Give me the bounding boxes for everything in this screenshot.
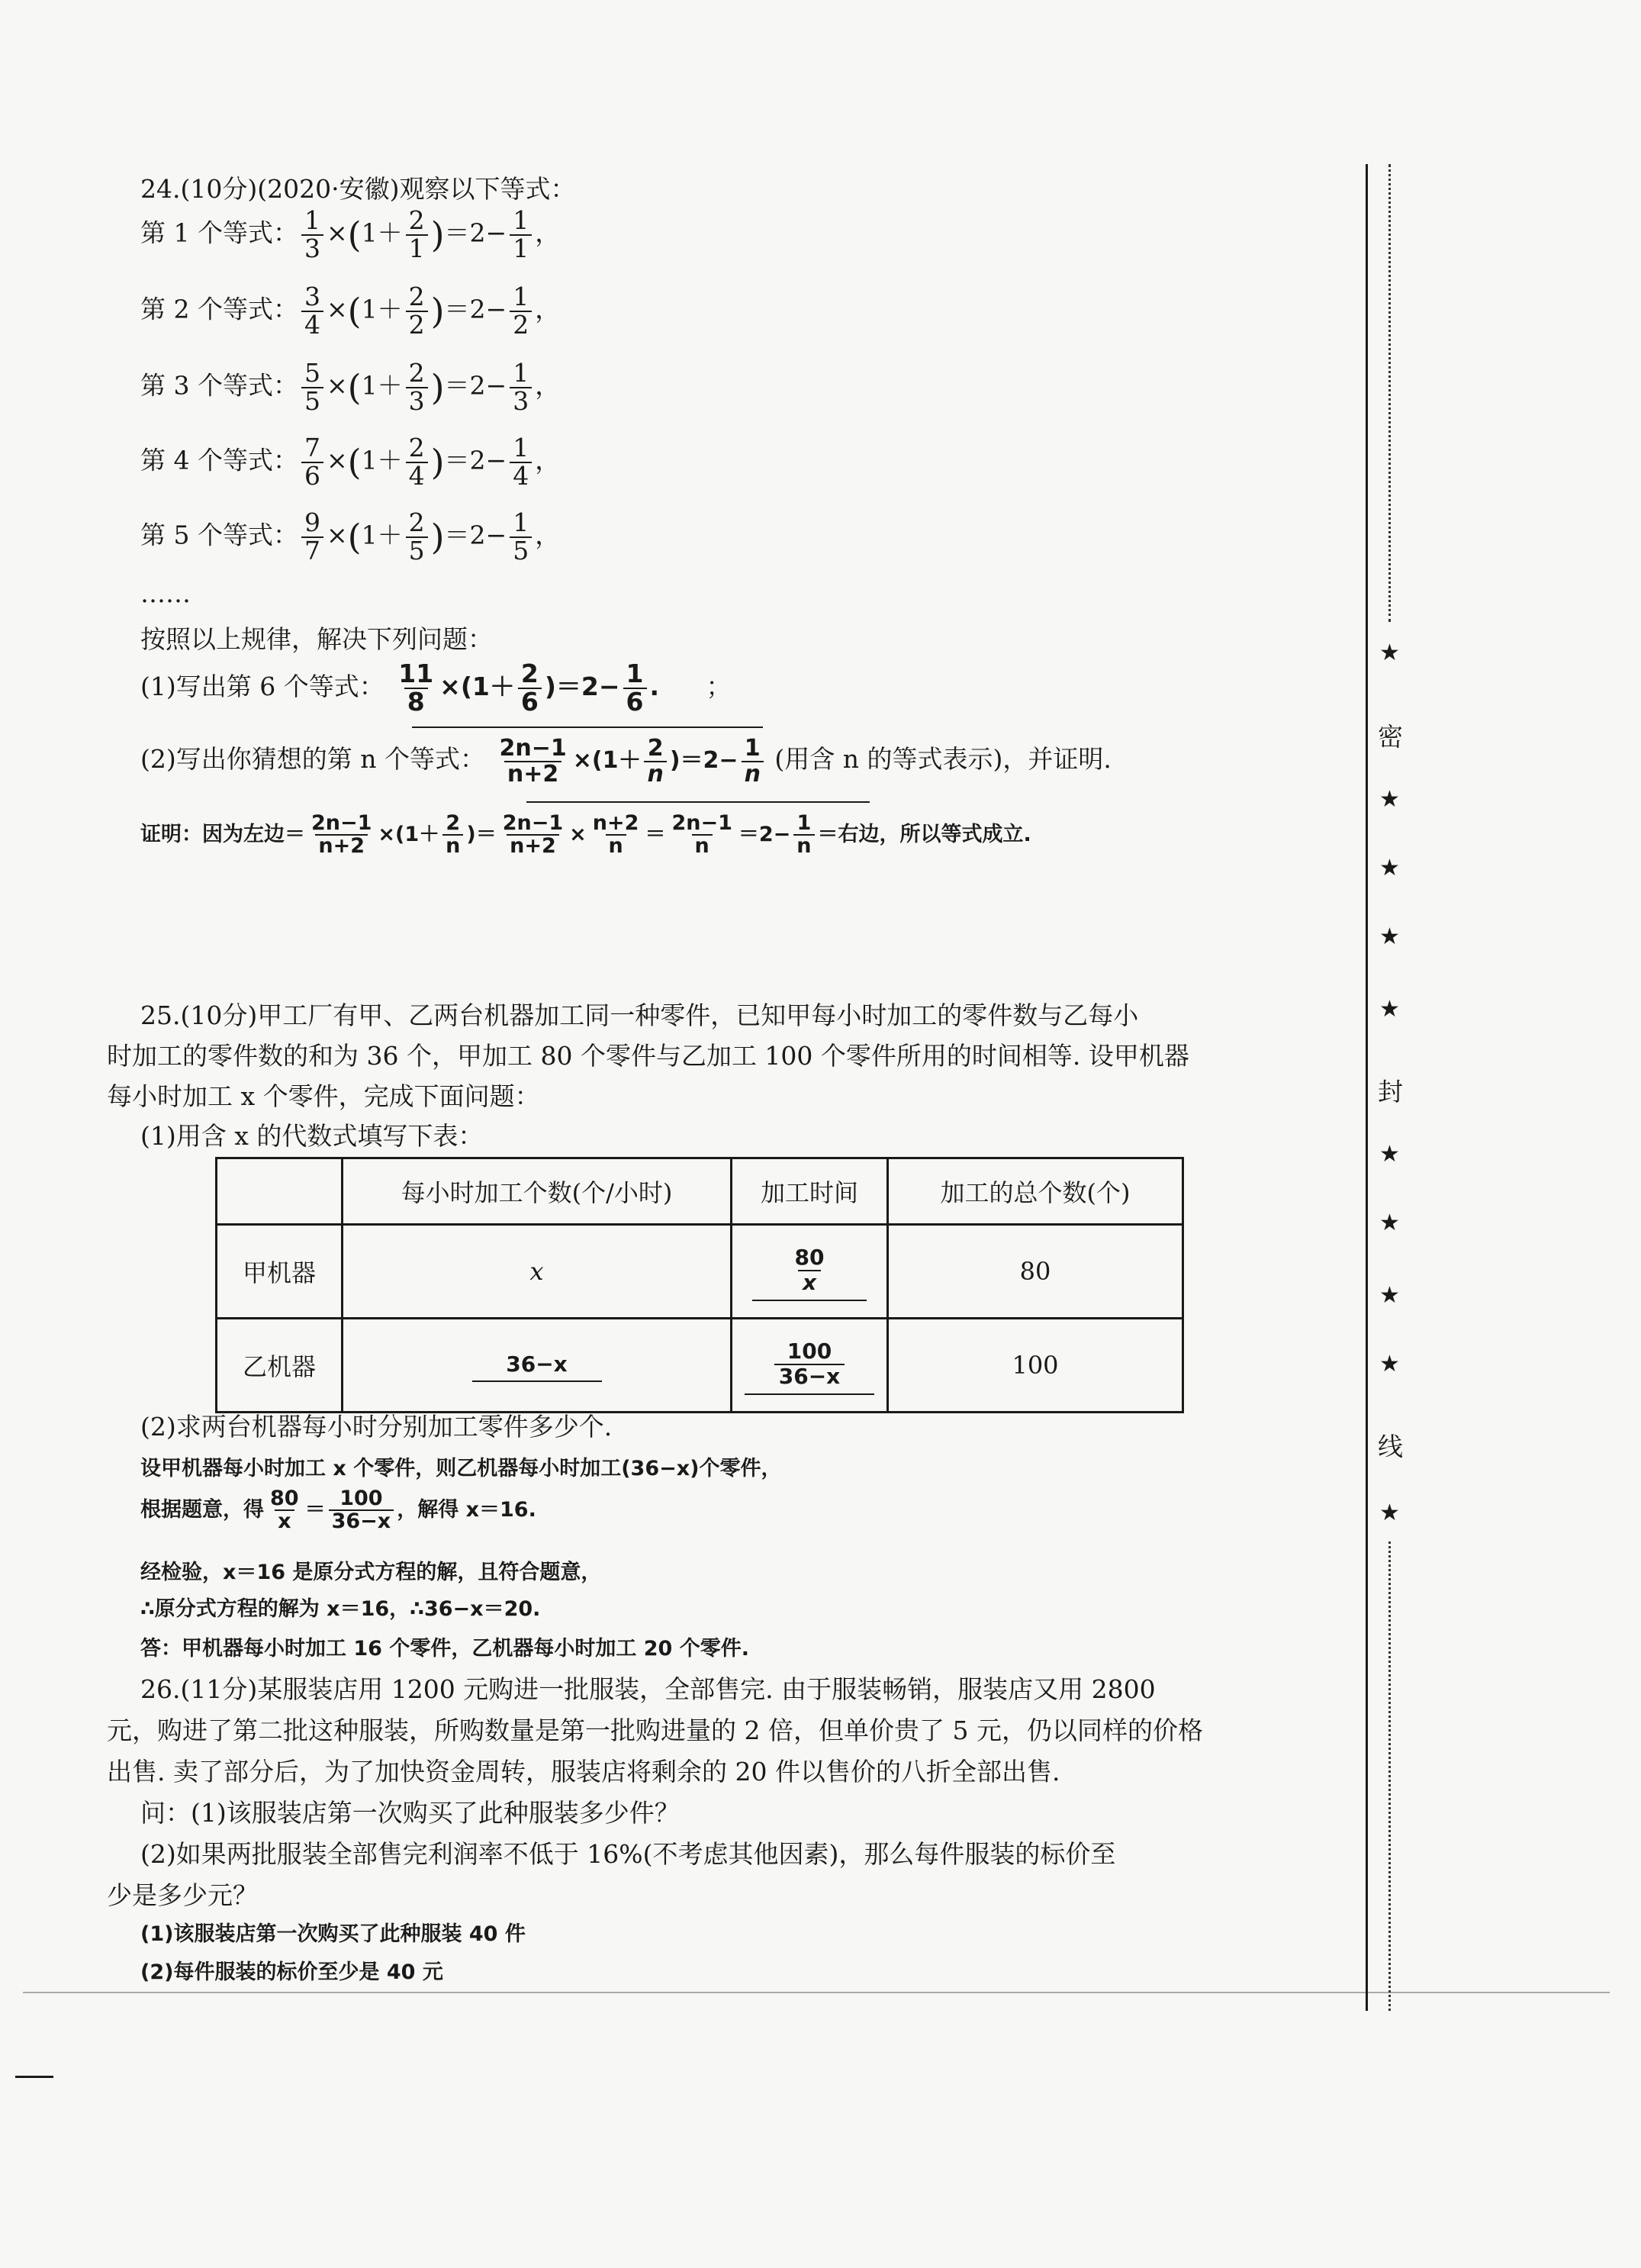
q24-part2-underline	[526, 801, 870, 803]
binding-star: ★	[1379, 1210, 1400, 1236]
binding-dotted-line-bottom	[1388, 1542, 1391, 2011]
p2-f: n	[742, 761, 764, 787]
q24-part2-suffix: (用含 n 的等式表示)，并证明.	[774, 744, 1112, 774]
table-header-row	[217, 1158, 1183, 1225]
binding-star: ★	[1379, 1351, 1400, 1377]
q24-proof: 证明：因为左边＝ $\frac{2n-1}{n+2}$ ×(1＋ $\frac{2}{n}$ )＝ $\frac{2n-1}{n+2}$ × $\frac{n+2}{n}$ ＝ $\frac{2n-1}{n}$ ＝2− $\frac{1}{n}$ ＝右边，所以等式成立.	[140, 811, 1031, 859]
equation-row: 第 2 个等式： $\frac{3}{4}$ ×(1＋ $\frac{2}{2}$ )＝2− $\frac{1}{2}$ ，	[140, 282, 561, 340]
q24-part1	[140, 661, 732, 715]
row-name: 乙机器	[217, 1319, 343, 1413]
q26-line5: (2)如果两批服装全部售完利润率不低于 16%(不考虑其他因素)，那么每件服装的标价至	[140, 1839, 1116, 1869]
header-cell-1: 每小时加工个数(个/小时)	[343, 1158, 732, 1225]
binding-star: ★	[1379, 996, 1400, 1023]
q24-part2	[140, 736, 1112, 786]
binding-star: ★	[1379, 855, 1400, 881]
q24-part1-suffix: ；	[706, 672, 732, 702]
p2-b: n+2	[504, 761, 561, 787]
row-rate: 36−x	[343, 1319, 732, 1413]
binding-star: ★	[1379, 639, 1400, 666]
q26-line4: 问：(1)该服装店第一次购买了此种服装多少件？	[140, 1798, 680, 1828]
p1-b: 8	[404, 688, 428, 716]
equation-row: 第 5 个等式： $\frac{9}{7}$ ×(1＋ $\frac{2}{5}$ )＝2− $\frac{1}{5}$ ，	[140, 507, 561, 565]
q25-line2: 时加工的零件数的和为 36 个，甲加工 80 个零件与乙加工 100 个零件所用的时间相等. 设甲机器	[107, 1041, 1189, 1071]
q24-ellipsis: ……	[140, 578, 191, 608]
header-cell-0	[217, 1158, 343, 1225]
q26-ans2: (2)每件服装的标价至少是 40 元	[140, 1960, 443, 1984]
q25-part1: (1)用含 x 的代数式填写下表：	[140, 1121, 484, 1151]
p2-a: 2n−1	[499, 735, 567, 762]
corner-mark	[15, 2076, 53, 2078]
table-row	[217, 1225, 1183, 1319]
q24-part1-prefix: (1)写出第 6 个等式：	[140, 672, 385, 702]
q24-intro: 按照以上规律，解决下列问题：	[140, 624, 493, 654]
p1-f: 6	[623, 688, 647, 716]
q24-part1-answer: $\frac{11}{8}$ ×(1＋ $\frac{2}{6}$ )＝2− $\frac{1}{6}$ .	[392, 672, 668, 701]
q24-proof-prefix: 证明：因为左边＝	[140, 822, 305, 846]
q26-line2: 元，购进了第二批这种服装，所购数量是第一批购进量的 2 倍，但单价贵了 5 元，仍以同样的价格	[107, 1715, 1203, 1745]
q24-title: 24.(10分)(2020·安徽)观察以下等式：	[140, 174, 576, 204]
p2-d: n	[644, 761, 666, 787]
q25-sol2: 根据题意，得 $\frac{80}{x}$ ＝ $\frac{100}{36-x}$ ，解得 x＝16.	[140, 1487, 536, 1534]
q25-line3: 每小时加工 x 个零件，完成下面问题：	[107, 1081, 540, 1111]
p1-d: 6	[518, 688, 542, 716]
equation-row: 第 1 个等式： $\frac{1}{3}$ ×(1＋ $\frac{2}{1}$ )＝2− $\frac{1}{1}$ ，	[140, 205, 561, 263]
equation-row: 第 3 个等式： $\frac{5}{5}$ ×(1＋ $\frac{2}{3}$ )＝2− $\frac{1}{3}$ ，	[140, 358, 561, 416]
p2-c: 2	[647, 735, 664, 762]
binding-dotted-line-top	[1388, 164, 1391, 622]
q25-table	[215, 1157, 1184, 1413]
binding-solid-line	[1366, 164, 1368, 2011]
binding-star: ★	[1379, 1282, 1400, 1309]
q26-line3: 出售. 卖了部分后，为了加快资金周转，服装店将剩余的 20 件以售价的八折全部出售.	[107, 1757, 1060, 1786]
q24-part1-underline	[412, 726, 763, 728]
seal-char-xian: 线	[1378, 1432, 1403, 1461]
row-total: 100	[888, 1319, 1183, 1413]
binding-star: ★	[1379, 923, 1400, 950]
row-time: $\frac{100}{36-x}$	[732, 1319, 888, 1413]
binding-star: ★	[1379, 786, 1400, 813]
binding-star: ★	[1379, 1141, 1400, 1168]
q25-sol4: ∴原分式方程的解为 x＝16，∴36−x＝20.	[140, 1597, 541, 1621]
p1-c: 2	[520, 659, 539, 688]
q26-line6: 少是多少元？	[107, 1880, 258, 1910]
q24-proof-suffix: ＝右边，所以等式成立.	[817, 822, 1031, 846]
header-cell-3: 加工的总个数(个)	[888, 1158, 1183, 1225]
q24-part2-answer: $\frac{2n-1}{n+2}$ ×(1＋ $\frac{2}{n}$ )＝2− $\frac{1}{n}$	[493, 747, 774, 774]
q25-part2: (2)求两台机器每小时分别加工零件多少个.	[140, 1412, 613, 1442]
p2-e: 1	[744, 735, 761, 762]
bottom-divider	[23, 1992, 1610, 1993]
q25-sol3: 经检验，x＝16 是原分式方程的解，且符合题意，	[140, 1561, 602, 1584]
q25-sol1: 设甲机器每小时加工 x 个零件，则乙机器每小时加工(36−x)个零件，	[140, 1457, 782, 1480]
table-row	[217, 1319, 1183, 1413]
p1-e: 1	[626, 659, 644, 688]
q24-part2-prefix: (2)写出你猜想的第 n 个等式：	[140, 744, 485, 774]
seal-char-mi: 密	[1378, 722, 1403, 752]
row-total: 80	[888, 1225, 1183, 1319]
seal-char-feng: 封	[1378, 1077, 1403, 1107]
equation-row: 第 4 个等式： $\frac{7}{6}$ ×(1＋ $\frac{2}{4}$ )＝2− $\frac{1}{4}$ ，	[140, 433, 561, 491]
row-name: 甲机器	[217, 1225, 343, 1319]
binding-star: ★	[1379, 1500, 1400, 1526]
row-rate: x	[343, 1225, 732, 1319]
header-cell-2: 加工时间	[732, 1158, 888, 1225]
q25-sol5: 答：甲机器每小时加工 16 个零件，乙机器每小时加工 20 个零件.	[140, 1637, 750, 1661]
q26-line1: 26.(11分)某服装店用 1200 元购进一批服装，全部售完. 由于服装畅销，服装店又用 2800	[140, 1674, 1156, 1704]
q26-ans1: (1)该服装店第一次购买了此种服装 40 件	[140, 1922, 526, 1946]
q25-line1: 25.(10分)甲工厂有甲、乙两台机器加工同一种零件，已知甲每小时加工的零件数与乙每小	[140, 1000, 1139, 1030]
p1-a: 11	[398, 659, 434, 688]
row-time: $\frac{80}{x}$	[732, 1225, 888, 1319]
